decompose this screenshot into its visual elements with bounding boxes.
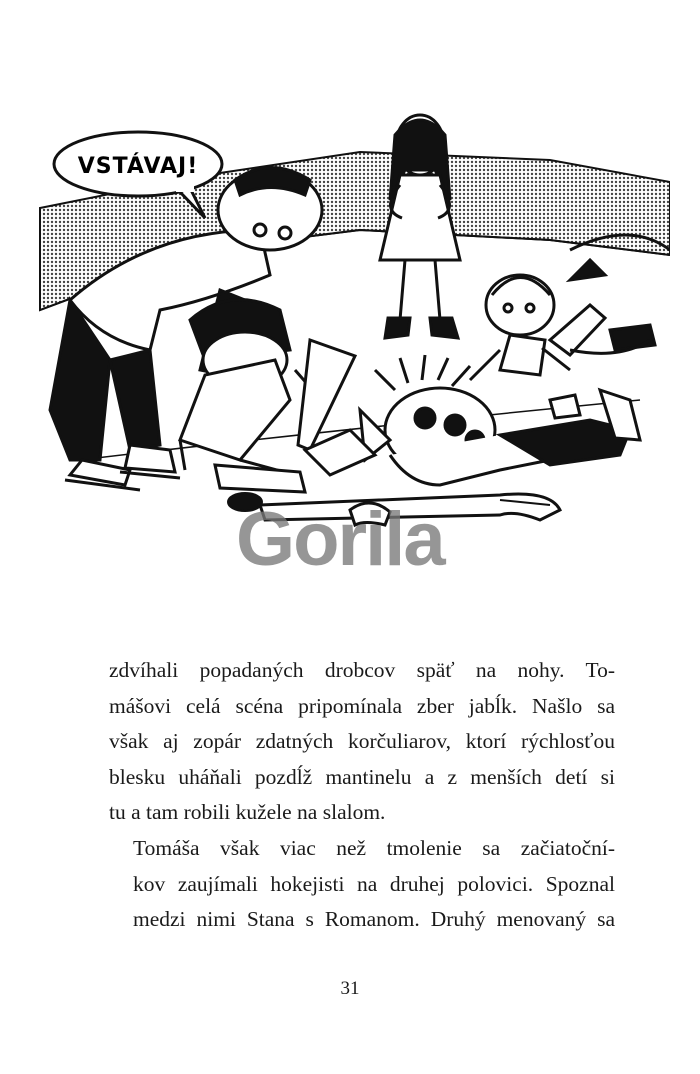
text-line: kov zaujímali hokejisti na druhej polovici. Spoznal [133,871,615,896]
text-line: Tomáša však viac než tmolenie sa začiatoční- [133,835,615,860]
lying-child-figure [305,355,640,485]
paragraph [109,831,615,938]
text-line: tu a tam robili kužele na slalom. [109,800,386,825]
text-line: medzi nimi Stana s Romanom. Druhý menovaný sa [133,907,615,932]
child-helmet-figure [470,235,670,380]
watermark-logo: Gorila [236,497,444,582]
paragraph [109,653,615,831]
text-line: zdvíhali popadaných drobcov späť na nohy. To- [109,658,615,682]
page-number: 31 [340,978,360,999]
woman-figure [380,115,460,338]
speech-bubble-text: VSTÁVAJ! [77,154,199,179]
body-text [109,653,615,938]
text-line: mášovi celá scéna pripomínala zber jabĺk. Našlo sa [109,693,615,718]
text-line: však aj zopár zdatných korčuliarov, ktorí rýchlosťou [109,729,615,754]
text-line: blesku uháňali pozdĺž mantinelu a z menších detí si [109,764,615,789]
